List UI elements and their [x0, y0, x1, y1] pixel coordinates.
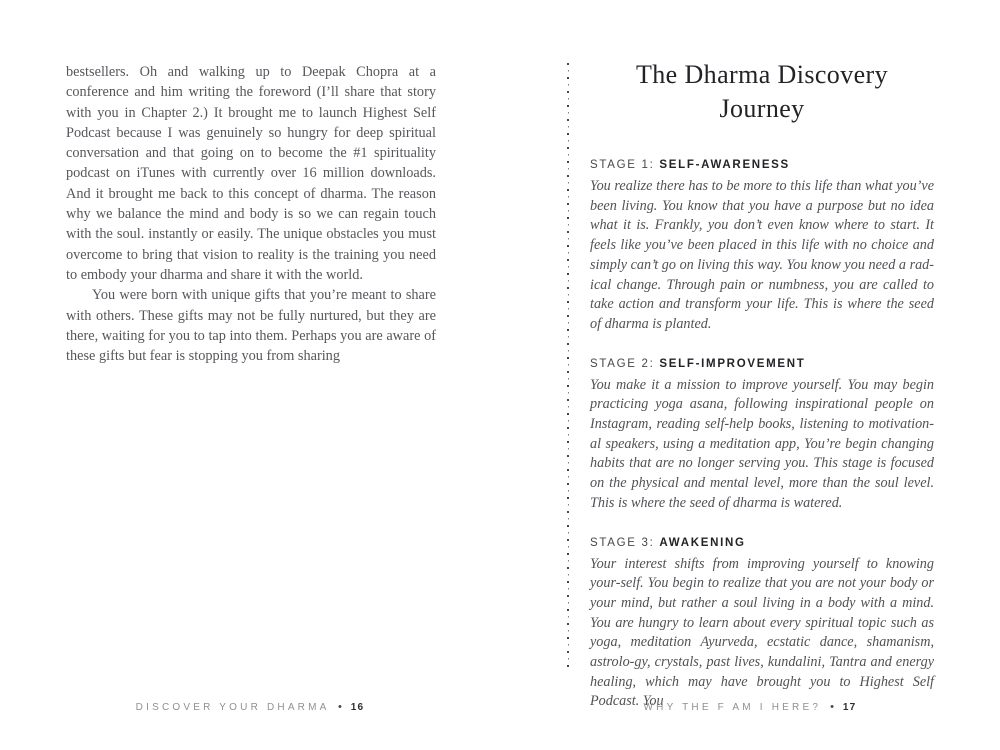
chapter-heading: The Dharma Discovery Journey	[635, 60, 889, 123]
stage-header	[590, 358, 934, 370]
page-footer-right	[500, 701, 1000, 713]
footer-chapter-title: WHY THE F AM I HERE?	[643, 702, 822, 713]
page-number-left: 16	[350, 702, 365, 713]
stage-header	[590, 159, 934, 171]
stage-title: AWAKENING	[659, 536, 746, 549]
stage-paragraph: You make it a mission to improve yourself. You may begin practicing yoga asana, following inspirational people on Instagram, reading self-help books, listening to motivation-al speakers, using a meditation app, You’re begin changing habits that are no longer serving you. This stage is focused on the physical and mental level, more than the soul level. This is where the seed of dharma is watered.	[590, 376, 934, 511]
body-paragraph: bestsellers. Oh and walking up to Deepak Chopra at a conference and him writing the foreword (I’ll share that story with you in Chapter 2.) It brought me to launch Highest Self Podcast because I was genuinely so hungry for deep spiritual conversation and that going on to become the #1 spirituality podcast on iTunes with currently over 16 million downloads. And it brought me back to this concept of dharma. The reason why we balance the mind and body is so we can regain touch with the soul. instantly or easily. The unique obstacles you must overcome to bring that vision to reality is the training you need to embody your dharma and share it with the world.	[66, 64, 436, 283]
left-body-text	[66, 62, 436, 366]
stage-label: STAGE 1:	[590, 159, 655, 171]
body-paragraph: You were born with unique gifts that you’re meant to share with others. These gifts may not be fully nurtured, but they are there, waiting for you to tap into them. Perhaps you are aware of these gifts but fear is stopping you from sharing	[66, 287, 436, 365]
page-number-right: 17	[842, 702, 857, 713]
stage-title: SELF-AWARENESS	[659, 159, 790, 171]
stage-section-3	[590, 537, 934, 713]
footer-separator-dot-icon: •	[337, 701, 342, 713]
stage-title: SELF-IMPROVEMENT	[659, 357, 806, 370]
footer-book-title: DISCOVER YOUR DHARMA	[135, 702, 329, 713]
stage-header	[590, 537, 934, 549]
page-footer-left	[0, 701, 500, 713]
stage-paragraph: You realize there has to be more to this life than what you’ve been living. You know that you have a purpose but no idea what it is. Frankly, you don’t even know where to start. It feels like you’ve been placed in this life with no choice and simply can’t go on living this way. You know you need a rad-ical change. Through pain or numbness, you are called to take action and transform your life. This is where the seed of dharma is planted.	[590, 178, 934, 332]
stage-section-1	[590, 159, 934, 335]
right-page-content	[590, 58, 934, 712]
stage-paragraph: Your interest shifts from improving yourself to knowing your-self. You begin to realize that you are not your body or your mind, but rather a soul living in a body with a mind. You are hungry to learn about every spiritual topic such as yoga, meditation Ayurveda, ecstatic dance, shamanism, astrolo-gy, crystals, past lives, kundalini, Tantra and energy healing, which may have brought you to Highest Self Podcast. You	[590, 555, 934, 710]
stage-label: STAGE 3:	[590, 536, 655, 549]
dotted-divider	[567, 63, 569, 668]
stage-label: STAGE 2:	[590, 357, 655, 370]
stage-section-2	[590, 358, 934, 514]
footer-separator-dot-icon: •	[830, 701, 834, 713]
